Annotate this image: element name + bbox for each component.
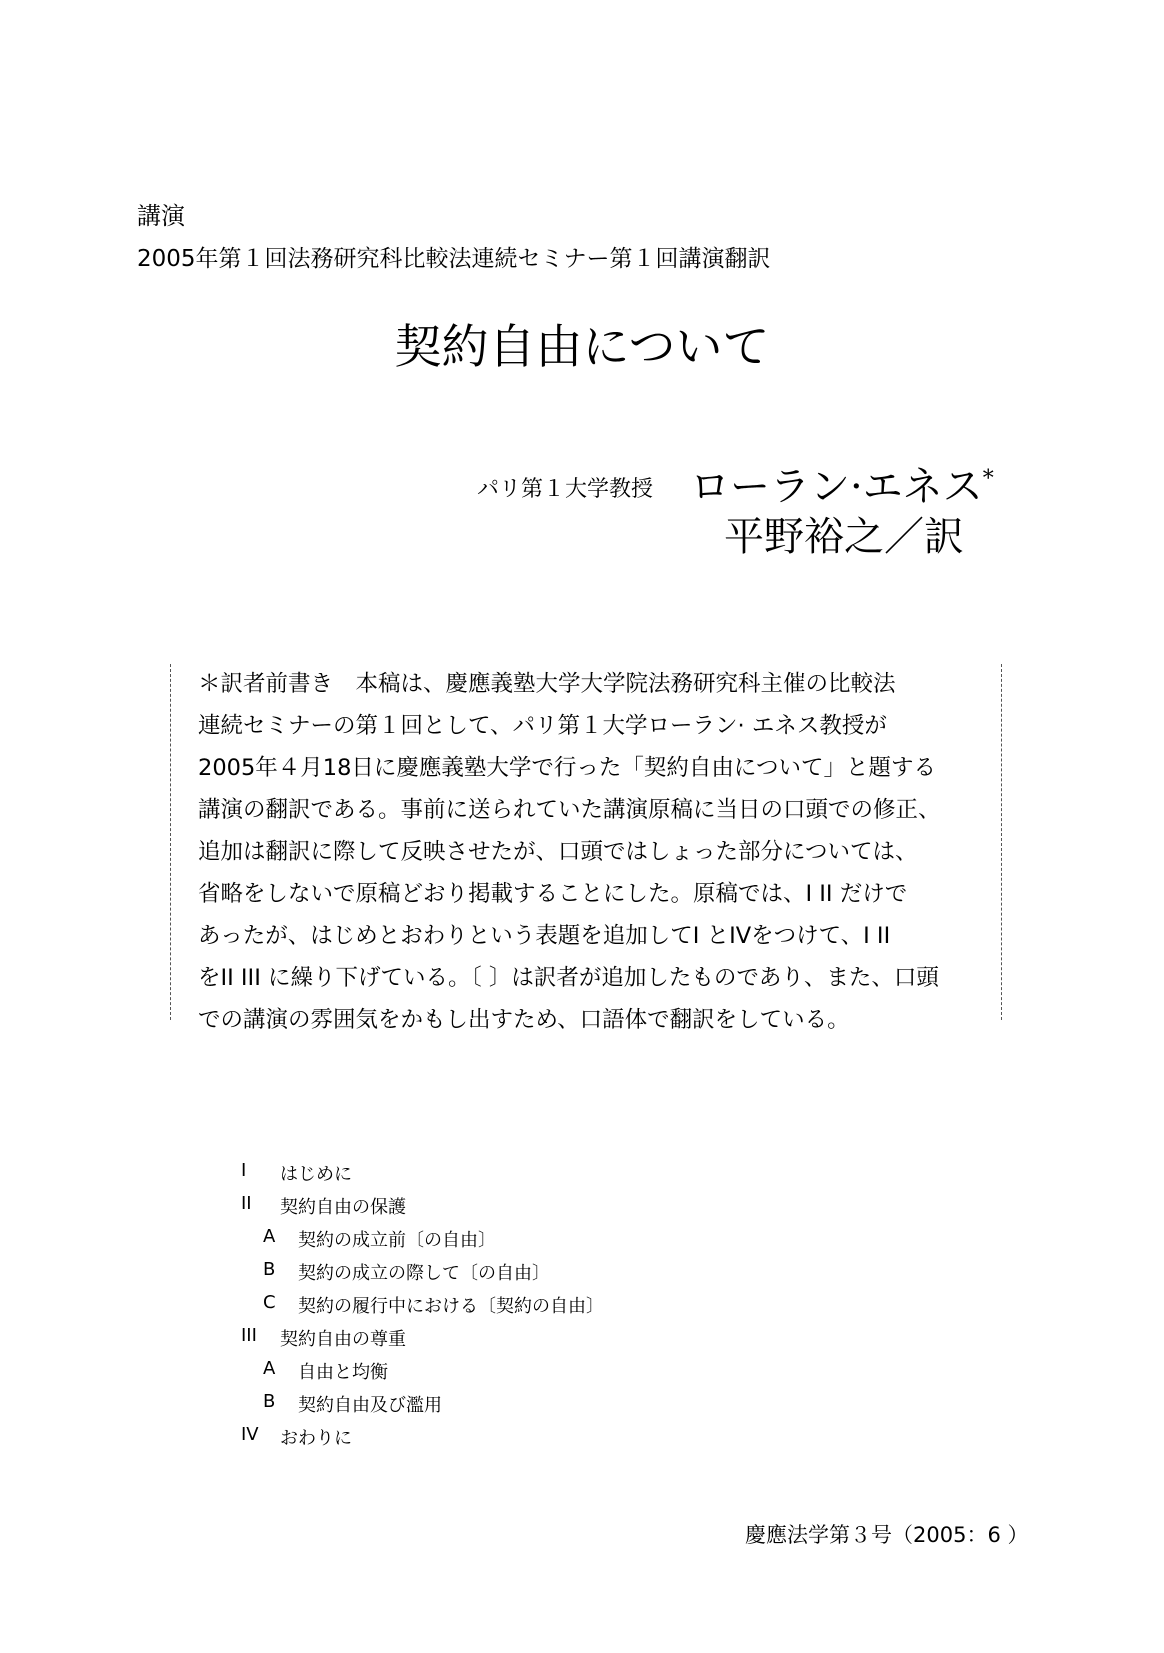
toc-item-label: 契約の成立前〔の自由〕 [298, 1230, 496, 1251]
toc-item-number: A [263, 1226, 276, 1247]
toc-item-number: B [263, 1391, 276, 1412]
page-title: 契約自由について [394, 320, 770, 375]
toc-item-label: はじめに [280, 1164, 352, 1185]
translator-credit: 平野裕之／訳 [724, 514, 964, 560]
series-line: 2005年第１回法務研究科比較法連続セミナー第１回講演翻訳 [137, 246, 771, 272]
toc-item-number: B [263, 1259, 276, 1280]
note-line: 連続セミナーの第１回として、パリ第１大学ローラン· エネス教授が [198, 713, 887, 739]
toc-item-number: II [241, 1193, 252, 1214]
author-affiliation: パリ第１大学教授 [477, 477, 654, 502]
journal-footer: 慶應法学第３号（2005：6 ） [745, 1523, 1029, 1547]
note-line: をII III に繰り下げている。〔 〕は訳者が追加したものであり、また、口頭 [198, 965, 939, 991]
toc-item-label: 自由と均衡 [298, 1362, 388, 1383]
toc-item-number: C [263, 1292, 276, 1313]
category-label: 講演 [137, 202, 185, 230]
toc-item-number: III [241, 1325, 257, 1346]
toc-item-label: 契約自由の保護 [280, 1197, 406, 1218]
toc-item-label: 契約自由の尊重 [280, 1329, 406, 1350]
note-line: ＊訳者前書き 本稿は、慶應義塾大学大学院法務研究科主催の比較法 [198, 671, 896, 697]
toc-item-number: A [263, 1358, 276, 1379]
note-line: 2005年４月18日に慶應義塾大学で行った「契約自由について」と題する [198, 755, 936, 781]
toc-item-label: 契約の成立の際して〔の自由〕 [298, 1263, 550, 1284]
toc-item-label: おわりに [280, 1428, 352, 1449]
note-line: での講演の雰囲気をかもし出すため、口語体で翻訳をしている。 [198, 1007, 850, 1033]
author-footnote-mark: * [982, 466, 994, 492]
toc-item-number: IV [241, 1424, 259, 1445]
author-name-text: ローラン·エネス [690, 464, 983, 510]
toc-item-number: I [241, 1160, 247, 1181]
toc-item-label: 契約自由及び濫用 [298, 1395, 442, 1416]
note-line: 省略をしないで原稿どおり掲載することにした。原稿では、I II だけで [198, 881, 908, 907]
note-line: 講演の翻訳である。事前に送られていた講演原稿に当日の口頭での修正、 [198, 797, 941, 823]
note-line: 追加は翻訳に際して反映させたが、口頭ではしょった部分については、 [198, 839, 918, 865]
toc-item-label: 契約の履行中における〔契約の自由〕 [298, 1296, 604, 1317]
author-name [690, 455, 994, 512]
note-line: あったが、はじめとおわりという表題を追加してI とIVをつけて、I II [198, 923, 891, 949]
